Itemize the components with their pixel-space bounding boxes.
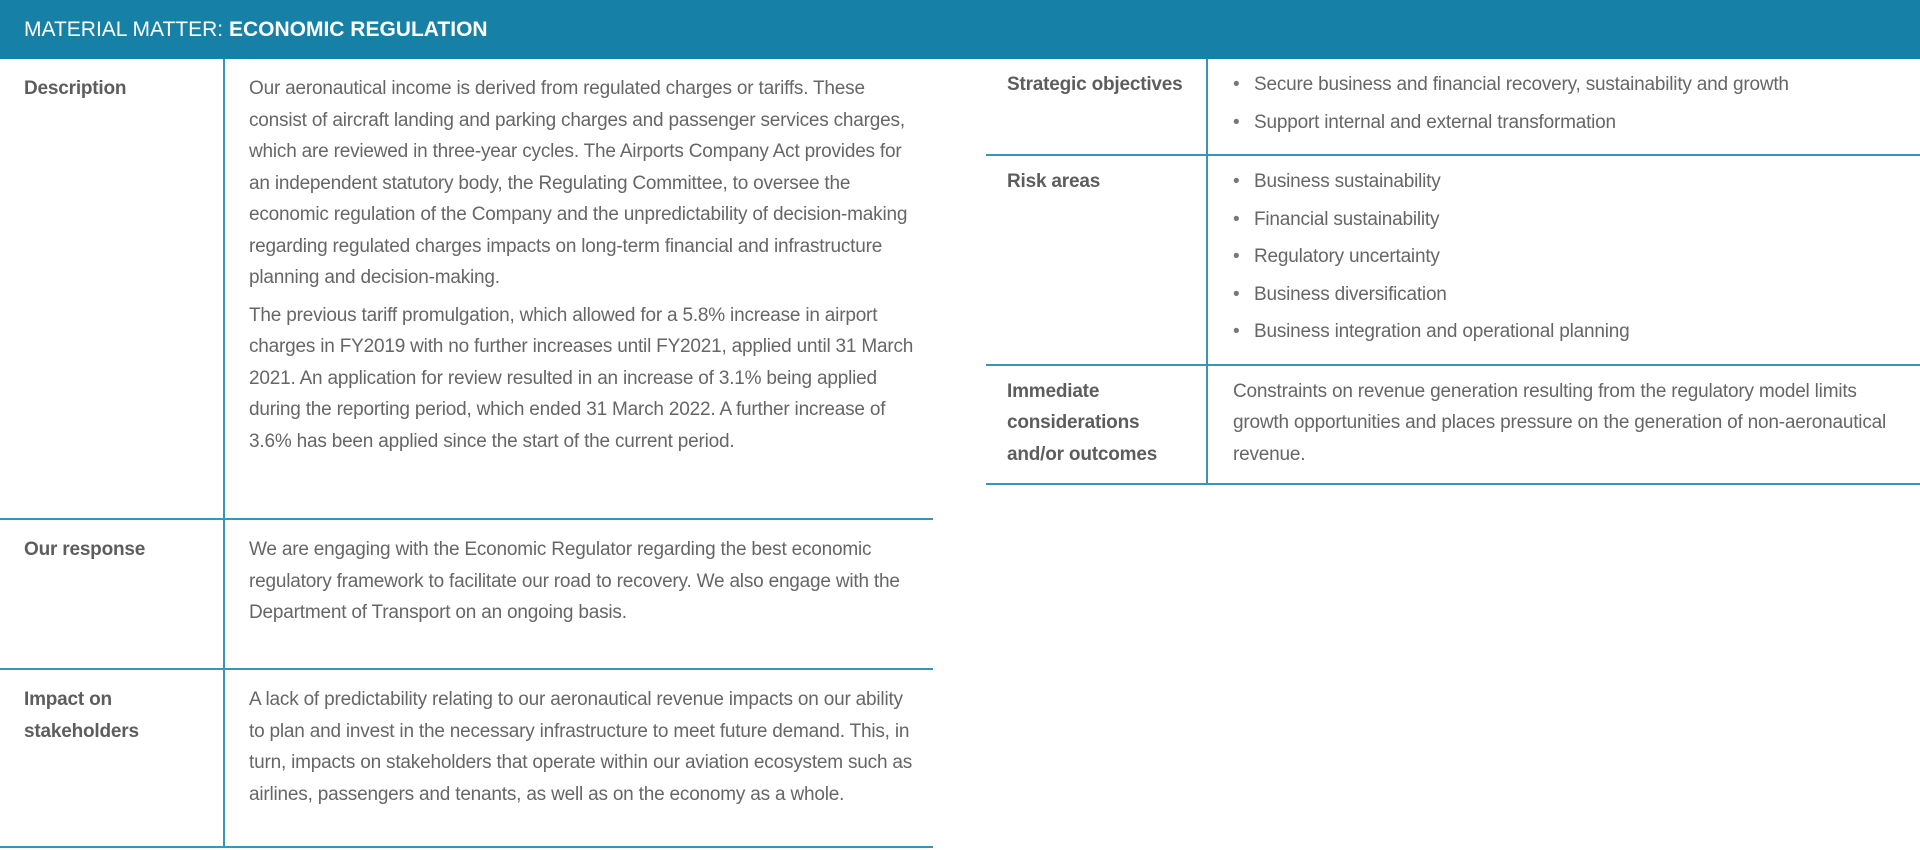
bullet-icon: •: [1233, 171, 1240, 192]
list-item-text: Business diversification: [1254, 283, 1447, 305]
row-risk-areas: [986, 155, 1920, 365]
list-item-text: Secure business and financial recovery, sustainability and growth: [1254, 74, 1789, 95]
bullet-icon: •: [1233, 283, 1240, 305]
right-table: [986, 59, 1920, 485]
row-body: [224, 59, 933, 519]
list-item: [1233, 69, 1910, 101]
header-prefix: MATERIAL MATTER:: [24, 18, 224, 41]
row-body: Constraints on revenue generation resulting from the regulatory model limits growth opportunities and places pressure on the generation of non-aeronautical revenue.: [1233, 380, 1887, 465]
row-label: Immediate considerations and/or outcomes: [986, 365, 1207, 484]
row-body: [224, 669, 933, 847]
row-our-response: [0, 519, 933, 669]
row-impact-on-stakeholders: [0, 669, 933, 847]
row-label: Our response: [0, 519, 224, 669]
header-title: ECONOMIC REGULATION: [228, 18, 488, 41]
list-item: [1233, 107, 1910, 139]
bullet-icon: •: [1233, 74, 1240, 95]
row-body: [1207, 59, 1920, 155]
list-item: [1233, 204, 1910, 236]
row-body: [1207, 155, 1920, 365]
bullet-list: [1233, 166, 1910, 348]
row-body: [224, 519, 933, 669]
list-item-text: Regulatory uncertainty: [1254, 246, 1440, 267]
left-table: [0, 59, 933, 848]
paragraph: A lack of predictability relating to our aeronautical revenue impacts on our ability to plan and invest in the necessary infrastructure to meet future demand. This, in turn, impacts on stakeholders that operate within our aviation ecosystem such as airlines, passengers and tenants, as well as on the economy as a whole.: [249, 689, 913, 805]
row-label: Description: [0, 59, 224, 519]
list-item: [1233, 166, 1910, 198]
paragraph: Our aeronautical income is derived from regulated charges or tariffs. These consist of aircraft landing and parking charges and passenger services charges, which are reviewed in three-year cycles. The Airports Company Act provides for an independent statutory body, the Regulating Committee, to oversee the economic regulation of the Company and the unpredictability of decision-making regarding regulated charges impacts on long-term financial and infrastructure planning and decision-making.: [249, 78, 908, 288]
list-item: [1233, 279, 1910, 311]
bullet-list: [1233, 69, 1910, 138]
material-matter-header: [0, 0, 1920, 59]
list-item: [1233, 316, 1910, 348]
bullet-icon: •: [1233, 246, 1240, 267]
row-description: [0, 59, 933, 519]
list-item-text: Business integration and operational planning: [1254, 321, 1630, 342]
list-item-text: Business sustainability: [1254, 171, 1441, 192]
bullet-icon: •: [1233, 321, 1240, 342]
row-strategic-objectives: [986, 59, 1920, 155]
paragraph: We are engaging with the Economic Regulator regarding the best economic regulatory framework to facilitate our road to recovery. We also engage with the Department of Transport on an ongoing basis.: [249, 539, 900, 623]
list-item-text: Financial sustainability: [1254, 208, 1440, 230]
list-item: [1233, 241, 1910, 273]
row-label: Impact on stakeholders: [0, 669, 224, 847]
bullet-icon: •: [1233, 111, 1240, 133]
row-label: Strategic objectives: [986, 59, 1207, 155]
list-item-text: Support internal and external transformation: [1254, 111, 1616, 133]
paragraph: The previous tariff promulgation, which allowed for a 5.8% increase in airport charges in FY2019 with no further increases until FY2021, applied until 31 March 2021. An application for review resulted in an increase of 3.1% being applied during the reporting period, which ended 31 March 2022. A further increase of 3.6% has been applied since the start of the current period.: [249, 304, 914, 452]
bullet-icon: •: [1233, 208, 1240, 230]
row-immediate-considerations: [986, 365, 1920, 484]
row-label: Risk areas: [986, 155, 1207, 365]
